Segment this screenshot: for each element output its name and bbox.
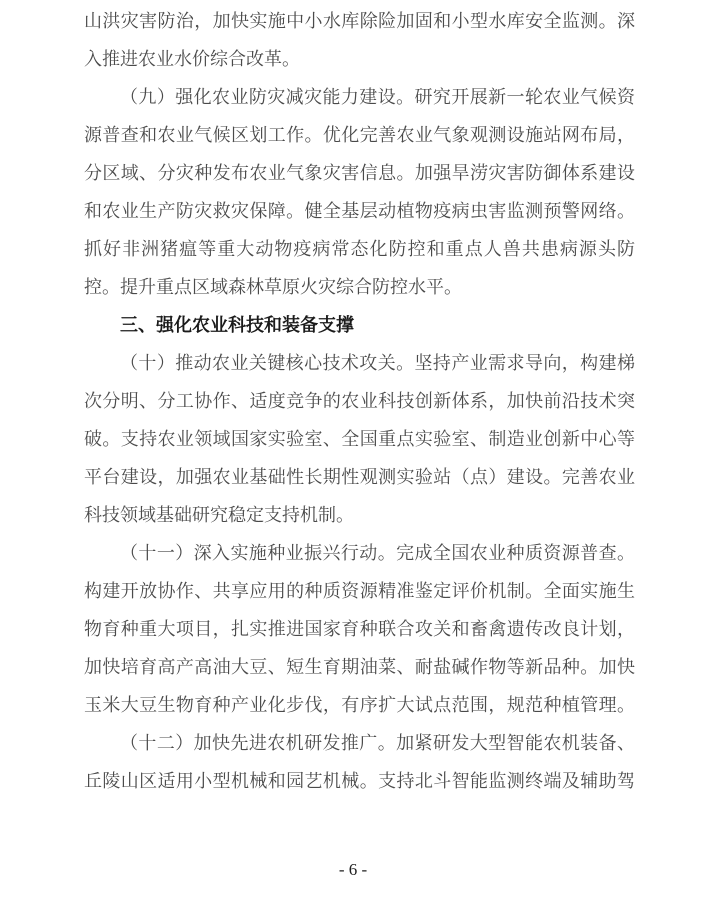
text-line: 物育种重大项目，扎实推进国家育种联合攻关和畜禽遗传改良计划， (84, 619, 635, 639)
text-line: 源普查和农业气候区划工作。优化完善农业气象观测设施站网布局， (84, 125, 635, 145)
text-line: 和农业生产防灾救灾保障。健全基层动植物疫病虫害监测预警网络。 (84, 201, 635, 221)
text-line: （九）强化农业防灾减灾能力建设。研究开展新一轮农业气候资 (120, 87, 635, 107)
text-line: （十）推动农业关键核心技术攻关。坚持产业需求导向，构建梯 (120, 353, 635, 373)
text-line: 构建开放协作、共享应用的种质资源精准鉴定评价机制。全面实施生 (84, 581, 635, 601)
text-line: 平台建设，加强农业基础性长期性观测实验站（点）建设。完善农业 (84, 467, 635, 487)
text-line: 入推进农业水价综合改革。 (84, 49, 300, 69)
text-line: 科技领域基础研究稳定支持机制。 (84, 505, 354, 525)
text-line: 加快培育高产高油大豆、短生育期油菜、耐盐碱作物等新品种。加快 (84, 657, 635, 677)
document-body (84, 2, 635, 800)
text-line: 控。提升重点区域森林草原火灾综合防控水平。 (84, 277, 462, 297)
text-line: 丘陵山区适用小型机械和园艺机械。支持北斗智能监测终端及辅助驾 (84, 771, 635, 791)
text-line: 抓好非洲猪瘟等重大动物疫病常态化防控和重点人兽共患病源头防 (84, 239, 635, 259)
text-line: （十一）深入实施种业振兴行动。完成全国农业种质资源普查。 (120, 543, 635, 563)
section-heading: 三、强化农业科技和装备支撑 (120, 315, 354, 335)
text-line: 分区域、分灾种发布农业气象灾害信息。加强旱涝灾害防御体系建设 (84, 163, 635, 183)
text-line: 山洪灾害防治，加快实施中小水库除险加固和小型水库安全监测。深 (84, 11, 635, 31)
text-line: （十二）加快先进农机研发推广。加紧研发大型智能农机装备、 (120, 733, 635, 753)
text-line: 次分明、分工协作、适度竞争的农业科技创新体系，加快前沿技术突 (84, 391, 635, 411)
page-number: - 6 - (338, 860, 368, 879)
text-line: 破。支持农业领域国家实验室、全国重点实验室、制造业创新中心等 (84, 429, 635, 449)
text-line: 玉米大豆生物育种产业化步伐，有序扩大试点范围，规范种植管理。 (84, 695, 635, 715)
